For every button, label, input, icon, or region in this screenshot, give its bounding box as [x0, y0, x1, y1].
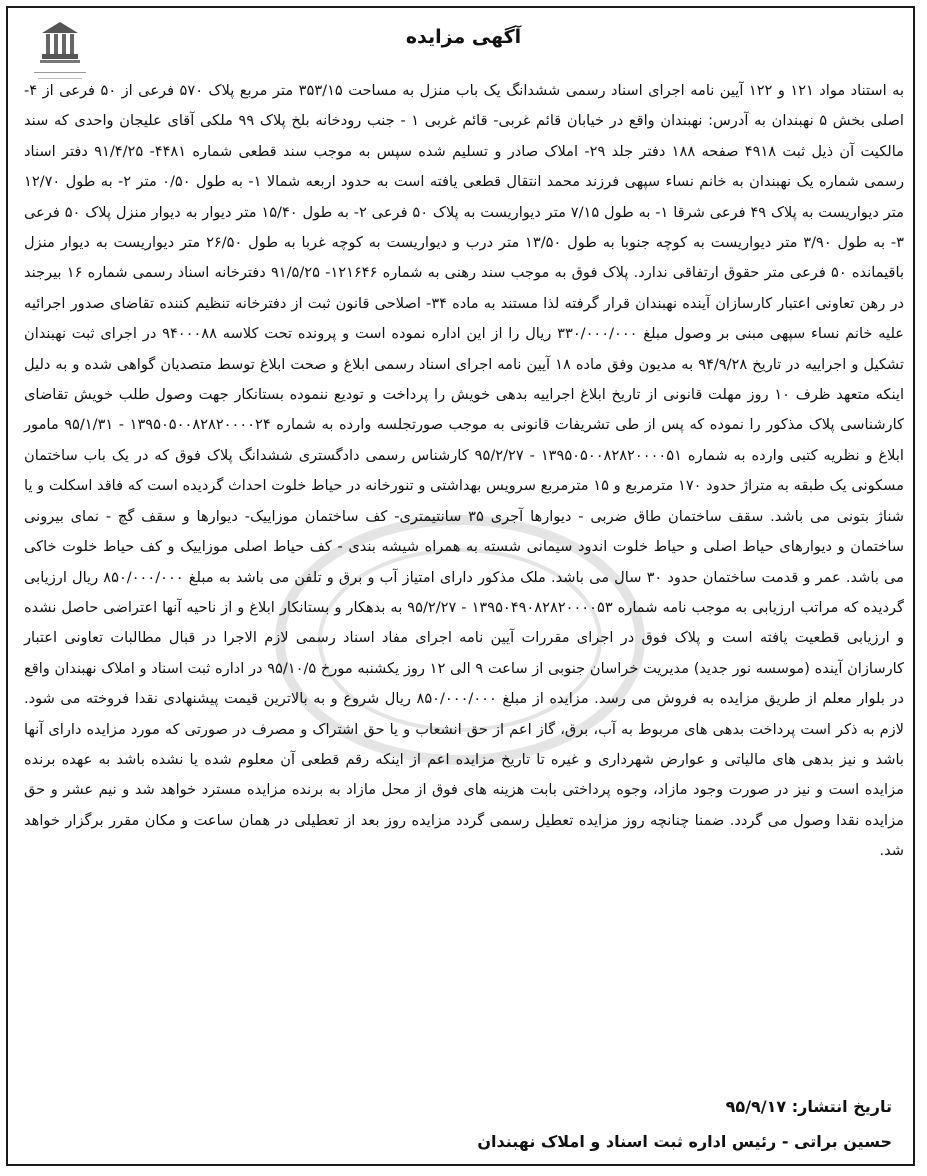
notice-body: به استناد مواد ۱۲۱ و ۱۲۲ آیین نامه اجرای اسناد رسمی ششدانگ یک باب منزل به مساحت ۳۵۳/۱۵ متر مربع پلاک ۵۷۰ فرعی از ۵۰ فرعی از ۴- اصلی بخش ۵ نهبندان به آدرس: نهبندان واقع در خیابان قائم غربی- قائم غربی ۱ - جنب رودخانه بلخ پلاک ۹۹ ملکی آقای علیجان واحدی که سند مالکیت آن ذیل ثبت ۴۹۱۸ صفحه ۱۸۸ دفتر جلد ۲۹- املاک صادر و تسلیم شده سپس به موجب سند قطعی شماره ۴۴۸۱- ۹۱/۴/۲۵ دفتر اسناد رسمی شماره یک نهبندان به خانم نساء سپهی فرزند محمد انتقال قطعی یافته است به حدود اربعه شمالا ۱- به طول ۰/۵۰ متر ۲- به طول ۱۲/۷۰ متر دیواریست به پلاک ۴۹ فرعی شرقا ۱- به طول ۷/۱۵ متر دیواریست به پلاک ۵۰ فرعی ۲- به طول ۱۵/۴۰ متر دیوار به دیوار منزل پلاک ۵۰ فرعی ۳- به طول ۳/۹۰ متر دیواریست به کوچه جنوبا به طول ۱۳/۵۰ متر درب و دیواریست به کوچه غربا به طول ۲۶/۵۰ متر دیواریست به دیوار منزل باقیمانده ۵۰ فرعی متر حقوق ارتفاقی ندارد. پلاک فوق به موجب سند رهنی به شماره ۱۲۱۶۴۶- ۹۱/۵/۲۵ دفترخانه اسناد رسمی شماره ۱۶ بیرجند در رهن تعاونی اعتبار کارسازان آینده نهبندان قرار گرفته لذا مستند به ماده ۳۴- اصلاحی قانون ثبت از دفترخانه تنظیم کننده تقاضای صدور اجرائیه علیه خانم نساء سپهی مبنی بر وصول مبلغ ۳۳۰/۰۰۰/۰۰۰ ریال را از این اداره نموده است و پرونده تحت کلاسه ۹۴۰۰۰۸۸ در اجرای ثبت نهبندان تشکیل و اجراییه در تاریخ ۹۴/۹/۲۸ به مدیون وفق ماده ۱۸ آیین نامه اجرای اسناد رسمی ابلاغ و صحت ابلاغ توسط متصدیان گواهی شده و به دلیل اینکه متعهد ظرف ۱۰ روز مهلت قانونی از تاریخ ابلاغ اجراییه بدهی خویش را پرداخت و تودیع ننموده بستانکار جهت وصول طلب خویش تقاضای کارشناسی پلاک مذکور را نموده که پس از طی تشریفات قانونی به موجب صورتجلسه وارده به شماره ۱۳۹۵۰۵۰۰۸۲۸۲۰۰۰۰۲۴ - ۹۵/۱/۳۱ مامور ابلاغ و نظریه کتبی وارده به شماره ۱۳۹۵۰۵۰۰۸۲۸۲۰۰۰۰۵۱ - ۹۵/۲/۲۷ کارشناس رسمی دادگستری ششدانگ پلاک فوق که در یک باب ساختمان مسکونی یک طبقه به متراژ حدود ۱۷۰ مترمربع و ۱۵ مترمربع سرویس بهداشتی و تنورخانه در حیاط خلوت احداث گردیده است که فاقد اسکلت و یا شناژ بتونی می باشد. سقف ساختمان طاق ضربی - دیوارها آجری ۳۵ سانتیمتری- کف ساختمان موزاییک- دیوارها و سقف گچ - نمای بیرونی ساختمان و دیوارهای حیاط اصلی و حیاط خلوت اندود سیمانی شسته به همراه شیشه بندی - کف حیاط اصلی موزاییک و کف حیاط خلوت خاکی می باشد. عمر و قدمت ساختمان حدود ۳۰ سال می باشد. ملک مذکور دارای امتیاز آب و برق و تلفن می باشد به مبلغ ۸۵۰/۰۰۰/۰۰۰ ریال ارزیابی گردیده که مراتب ارزیابی به موجب نامه شماره ۱۳۹۵۰۴۹۰۸۲۸۲۰۰۰۰۵۳ - ۹۵/۲/۲۷ به بدهکار و بستانکار ابلاغ و از ناحیه آنها اعتراضی حاصل نشده و ارزیابی قطعیت یافته است و پلاک فوق در اجرای مقررات آیین نامه اجرای مفاد اسناد رسمی لازم الاجرا در قبال مطالبات تعاونی اعتبار کارسازان آینده (موسسه نور جدید) مدیریت خراسان جنوبی از ساعت ۹ الی ۱۲ روز یکشنبه مورخ ۹۵/۱۰/۵ در اداره ثبت اسناد و املاک نهبندان واقع در بلوار معلم از طریق مزایده به فروش می رسد. مزایده از مبلغ ۸۵۰/۰۰۰/۰۰۰ ریال شروع و به بالاترین قیمت پیشنهادی نقدا فروخته می شود. لازم به ذکر است پرداخت بدهی های مربوط به آب، برق، گاز اعم از حق انشعاب و یا حق اشتراک و مصرف در صورتی که مورد مزایده دارای آنها باشد و نیز بدهی های مالیاتی و عوارض شهرداری و غیره تا تاریخ مزایده اعم از اینکه رقم قطعی آن معلوم شده یا نشده باشد به عهده برنده مزایده است و نیز در صورت وجود مازاد، وجوه پرداختی بابت هزینه های فوق از محل مازاد به برنده مزایده مسترد خواهد شد و نیم عشر و حق مزایده نقدا وصول می گردد. ضمنا چنانچه روز مزایده تعطیل رسمی گردد مزایده روز بعد از تعطیلی در همان ساعت و مکان مقرر برگزار خواهد شد. [24, 82, 905, 860]
notice-title: آگهی مزایده [405, 26, 522, 48]
publication-date: تاریخ انتشار: ۹۵/۹/۱۷ [725, 1097, 892, 1116]
signatory: حسین براتی - رئیس اداره ثبت اسناد و املاک نهبندان [477, 1132, 892, 1151]
